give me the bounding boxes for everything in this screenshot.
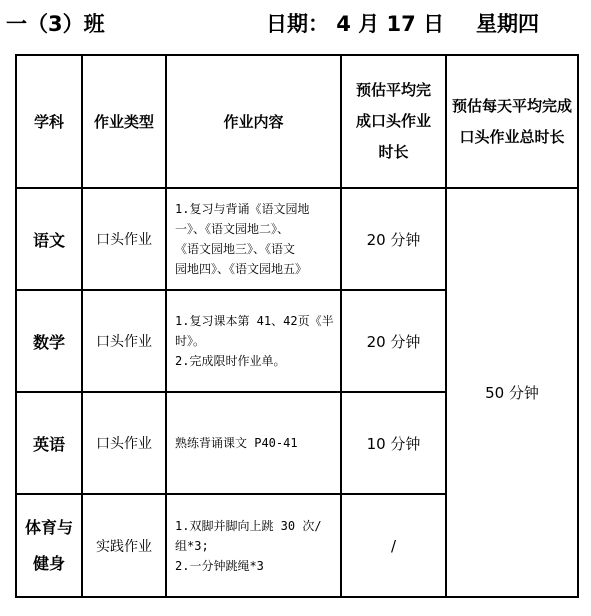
estimate-cell: 20 分钟 (341, 290, 446, 392)
subject-cell: 语文 (16, 188, 82, 290)
content-line: 熟练背诵课文 P40-41 (175, 436, 298, 450)
header-total-line: 口头作业总时长 (459, 127, 565, 146)
content-line: 1.复习课本第 41、42页《半 (175, 314, 334, 328)
content-cell (166, 494, 341, 597)
header-total-line: 预估每天平均完成 (451, 96, 572, 115)
total-cell: 50 分钟 (446, 188, 578, 597)
content-cell (166, 392, 341, 494)
subject-line: 体育与 (24, 517, 73, 537)
header-type: 作业类型 (82, 55, 166, 188)
content-cell (166, 290, 341, 392)
content-line: 2.一分钟跳绳*3 (175, 558, 264, 573)
header-content: 作业内容 (166, 55, 341, 188)
content-line: 《语文园地三》、《语文 (175, 242, 296, 256)
table-header-row (16, 55, 578, 188)
content-line: 园地四》、《语文园地五》 (175, 262, 308, 276)
subject-cell (16, 494, 82, 597)
weekday-label: 星期四 (476, 12, 539, 36)
type-cell: 实践作业 (82, 494, 166, 597)
content-line: 1.双脚并脚向上跳 30 次/ (175, 518, 322, 533)
content-line: 一》、《语文园地二》、 (175, 222, 290, 236)
estimate-cell: / (341, 494, 446, 597)
header-estimate-line: 时长 (378, 143, 409, 161)
header-estimate-line: 预估平均完 (355, 81, 431, 99)
homework-table (15, 54, 579, 598)
table-row (16, 188, 578, 290)
header-estimate-line: 成口头作业 (355, 112, 431, 130)
header-estimate (341, 55, 446, 188)
date-label: 日期： 4 月 17 日 (266, 12, 445, 36)
subject-cell: 英语 (16, 392, 82, 494)
estimate-cell: 10 分钟 (341, 392, 446, 494)
content-line: 时》。 (175, 334, 206, 348)
header-total (446, 55, 578, 188)
subject-line: 健身 (32, 553, 65, 573)
subject-cell: 数学 (16, 290, 82, 392)
type-cell: 口头作业 (82, 290, 166, 392)
type-cell: 口头作业 (82, 392, 166, 494)
estimate-cell: 20 分钟 (341, 188, 446, 290)
content-cell (166, 188, 341, 290)
content-line: 1.复习与背诵《语文园地 (175, 202, 310, 216)
class-name: 一（3）班 (6, 12, 105, 36)
content-line: 2.完成限时作业单。 (175, 354, 286, 368)
type-cell: 口头作业 (82, 188, 166, 290)
page-header (0, 0, 591, 44)
header-subject: 学科 (16, 55, 82, 188)
content-line: 组*3; (175, 538, 209, 553)
